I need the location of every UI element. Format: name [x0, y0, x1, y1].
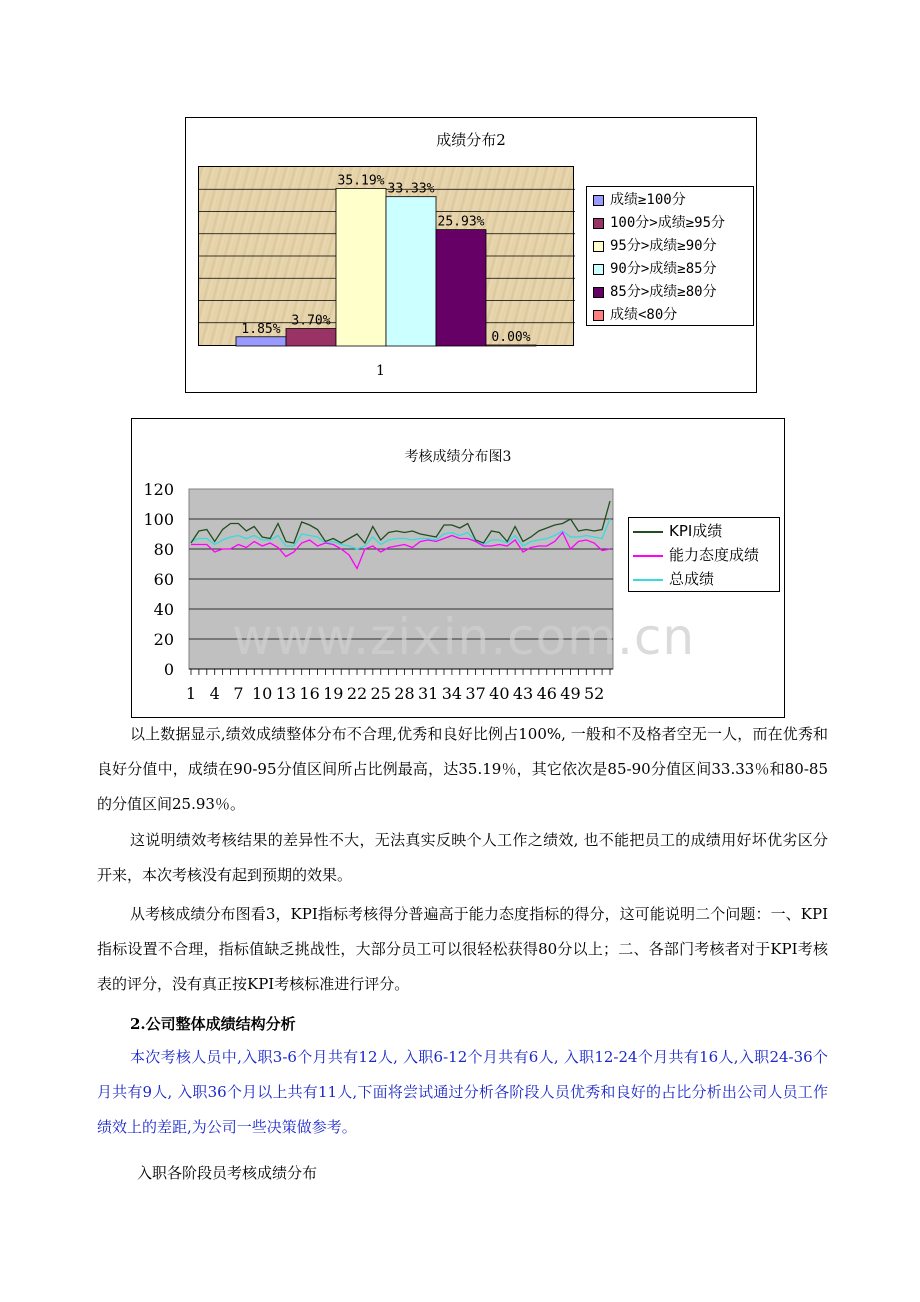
- legend-label: KPI成绩: [669, 522, 723, 540]
- legend-label: 95分>成绩≥90分: [610, 238, 717, 254]
- bar-data-label: 3.70%: [291, 313, 331, 329]
- y-tick-label: 60: [153, 570, 174, 589]
- x-tick-label: 40: [489, 684, 510, 703]
- bar-2: [286, 329, 336, 346]
- legend-line: [633, 555, 663, 557]
- watermark: www.zixin.com.cn: [232, 608, 696, 666]
- x-tick-label: 22: [346, 684, 368, 703]
- legend-swatch: [593, 264, 604, 275]
- legend-label: 能力态度成绩: [669, 546, 760, 564]
- paragraph-staff-tenure: 本次考核人员中,入职3-6个月共有12人, 入职6-12个月共有6人, 入职12-24个月共有16人,入职24-36个月共有9人, 入职36个月以上共有11人,下面将尝试通过分析各阶段人员优秀和良好的占比分析出公司人员工作绩效上的差距,为公司一些决策做参考。: [97, 1048, 828, 1136]
- legend-item-6: [593, 304, 677, 326]
- legend-item-2: [593, 212, 725, 234]
- x-tick-label: 4: [209, 684, 220, 703]
- x-tick-label: 46: [536, 684, 557, 703]
- y-tick-label: 40: [153, 600, 174, 619]
- legend-label: 成绩≥100分: [610, 192, 686, 208]
- paragraph-conclusion: 这说明绩效考核结果的差异性不大，无法真实反映个人工作之绩效, 也不能把员工的成绩用好坏优劣区分开来，本次考核没有起到预期的效果。: [97, 831, 828, 884]
- legend-label: 100分>成绩≥95分: [610, 215, 726, 231]
- bar-data-label: 35.19%: [337, 173, 385, 189]
- bar-5: [436, 230, 486, 346]
- bar-data-label: 1.85%: [241, 321, 281, 337]
- x-tick-label: 52: [584, 684, 605, 703]
- legend-item-1: [593, 189, 686, 211]
- legend-item-5: [593, 281, 717, 303]
- legend-swatch: [593, 241, 604, 252]
- legend-label: 成绩<80分: [610, 307, 678, 323]
- x-tick-label: 1: [185, 684, 197, 703]
- bar-data-label: 33.33%: [387, 181, 435, 197]
- legend-item-3: [593, 235, 717, 257]
- legend-line: [633, 531, 663, 533]
- grade-distribution-chart-2: [185, 117, 757, 393]
- paragraph-distribution-summary: 以上数据显示,绩效成绩整体分布不合理,优秀和良好比例占100%, 一般和不及格者空无一人，而在优秀和良好分值中，成绩在90-95分值区间所占比例最高，达35.19％，其它依次是85-90分值区间33.33％和80-85的分值区间25.93％。: [97, 725, 828, 813]
- legend-label: 90分>成绩≥85分: [610, 261, 717, 277]
- x-tick-label: 31: [417, 684, 439, 703]
- legend-item-4: [593, 258, 717, 280]
- chart-1-title: 成绩分布2: [436, 131, 506, 149]
- y-tick-label: 100: [143, 510, 174, 529]
- section-heading: 2.公司整体成绩结构分析: [130, 1015, 296, 1033]
- legend-swatch: [593, 218, 604, 229]
- bar-1: [236, 337, 286, 346]
- chart-1-category-label: 1: [376, 363, 385, 379]
- x-tick-label: 16: [299, 684, 320, 703]
- assessment-score-chart-3: [131, 418, 785, 718]
- x-tick-label: 43: [512, 684, 534, 703]
- bar-3: [336, 188, 386, 346]
- chart-2-title: 考核成绩分布图3: [404, 449, 512, 465]
- legend-swatch: [593, 310, 604, 321]
- legend-swatch: [593, 287, 604, 298]
- bar-data-label: 0.00%: [491, 330, 531, 345]
- legend-swatch: [593, 195, 604, 206]
- x-tick-label: 25: [370, 684, 391, 703]
- chart-1-bars: [199, 167, 575, 347]
- chart-2-legend: [628, 517, 780, 592]
- y-tick-label: 0: [163, 660, 174, 679]
- bar-6: [486, 345, 536, 346]
- x-tick-label: 19: [323, 684, 344, 703]
- legend-line: [633, 579, 663, 581]
- paragraph-kpi-analysis: 从考核成绩分布图看3，KPI指标考核得分普遍高于能力态度指标的得分，这可能说明二个问题：一、KPI指标设置不合理，指标值缺乏挑战性，大部分员工可以很轻松获得80分以上；二、各部门考核者对于KPI考核表的评分，没有真正按KPI考核标准进行评分。: [97, 905, 828, 993]
- x-tick-label: 28: [394, 684, 415, 703]
- legend-item-kpi: [633, 519, 722, 543]
- x-tick-label: 37: [465, 684, 486, 703]
- legend-label: 85分>成绩≥80分: [610, 284, 717, 300]
- legend-item-ability: [633, 543, 759, 567]
- bar-4: [386, 197, 436, 346]
- y-tick-label: 80: [153, 540, 174, 559]
- y-tick-label: 120: [143, 480, 174, 499]
- table-caption: 入职各阶段员考核成绩分布: [137, 1164, 318, 1182]
- legend-label: 总成绩: [669, 570, 715, 588]
- x-tick-label: 7: [233, 684, 244, 703]
- bar-data-label: 25.93%: [437, 214, 485, 230]
- chart-1-legend: [586, 186, 754, 326]
- legend-item-total: [633, 567, 714, 591]
- x-tick-label: 13: [275, 684, 297, 703]
- x-tick-label: 34: [441, 684, 463, 703]
- x-tick-label: 49: [560, 684, 581, 703]
- y-tick-label: 20: [153, 630, 174, 649]
- x-tick-label: 10: [251, 684, 273, 703]
- chart-1-plot-area: [198, 166, 574, 346]
